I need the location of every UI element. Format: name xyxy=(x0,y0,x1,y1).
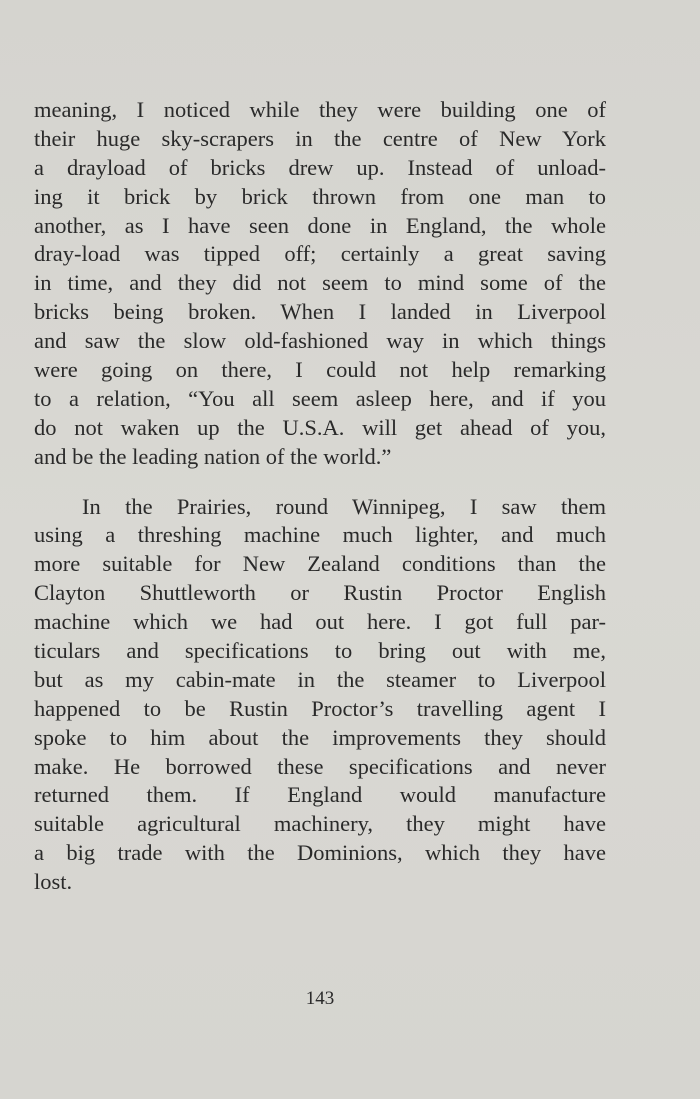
text-line: their huge sky-scrapers in the centre of New York xyxy=(34,125,606,151)
text-line: do not waken up the U.S.A. will get ahead of you, xyxy=(34,414,606,440)
paragraph-2 xyxy=(34,493,606,897)
text-line: lost. xyxy=(34,869,73,895)
text-line: another, as I have seen done in England, the whole xyxy=(34,212,606,238)
text-line: to a relation, “You all seem asleep here, and if you xyxy=(34,385,606,411)
text-line: spoke to him about the improvements they should xyxy=(34,724,606,750)
text-line: dray-load was tipped off; certainly a great saving xyxy=(34,241,606,267)
text-line: bricks being broken. When I landed in Liverpool xyxy=(34,299,606,325)
body-text xyxy=(34,96,606,897)
text-line: more suitable for New Zealand conditions than the xyxy=(34,551,606,577)
text-line: suitable agricultural machinery, they might have xyxy=(34,811,606,837)
paragraph-1 xyxy=(34,96,606,472)
text-line: In the Prairies, round Winnipeg, I saw them xyxy=(82,493,606,519)
text-line: machine which we had out here. I got full par- xyxy=(34,609,606,635)
text-line: meaning, I noticed while they were building one of xyxy=(34,97,606,122)
text-line: happened to be Rustin Proctor’s travelling agent I xyxy=(34,695,606,721)
text-line: using a threshing machine much lighter, and much xyxy=(34,522,606,548)
text-line: ing it brick by brick thrown from one man to xyxy=(34,183,606,209)
text-line: Clayton Shuttleworth or Rustin Proctor English xyxy=(34,580,606,606)
text-line: a big trade with the Dominions, which they have xyxy=(34,840,606,866)
text-line: ticulars and specifications to bring out with me, xyxy=(34,638,606,664)
text-line: in time, and they did not seem to mind some of the xyxy=(34,270,606,296)
text-line: and be the leading nation of the world.” xyxy=(34,443,392,469)
text-line: make. He borrowed these specifications and never xyxy=(34,753,606,779)
text-line: were going on there, I could not help remarking xyxy=(34,357,606,383)
text-line: a drayload of bricks drew up. Instead of unload- xyxy=(34,154,606,180)
text-line: returned them. If England would manufacture xyxy=(34,782,606,808)
text-line: but as my cabin-mate in the steamer to Liverpool xyxy=(34,666,606,692)
text-line: and saw the slow old-fashioned way in which things xyxy=(34,328,606,354)
page-number: 143 xyxy=(305,988,335,1009)
